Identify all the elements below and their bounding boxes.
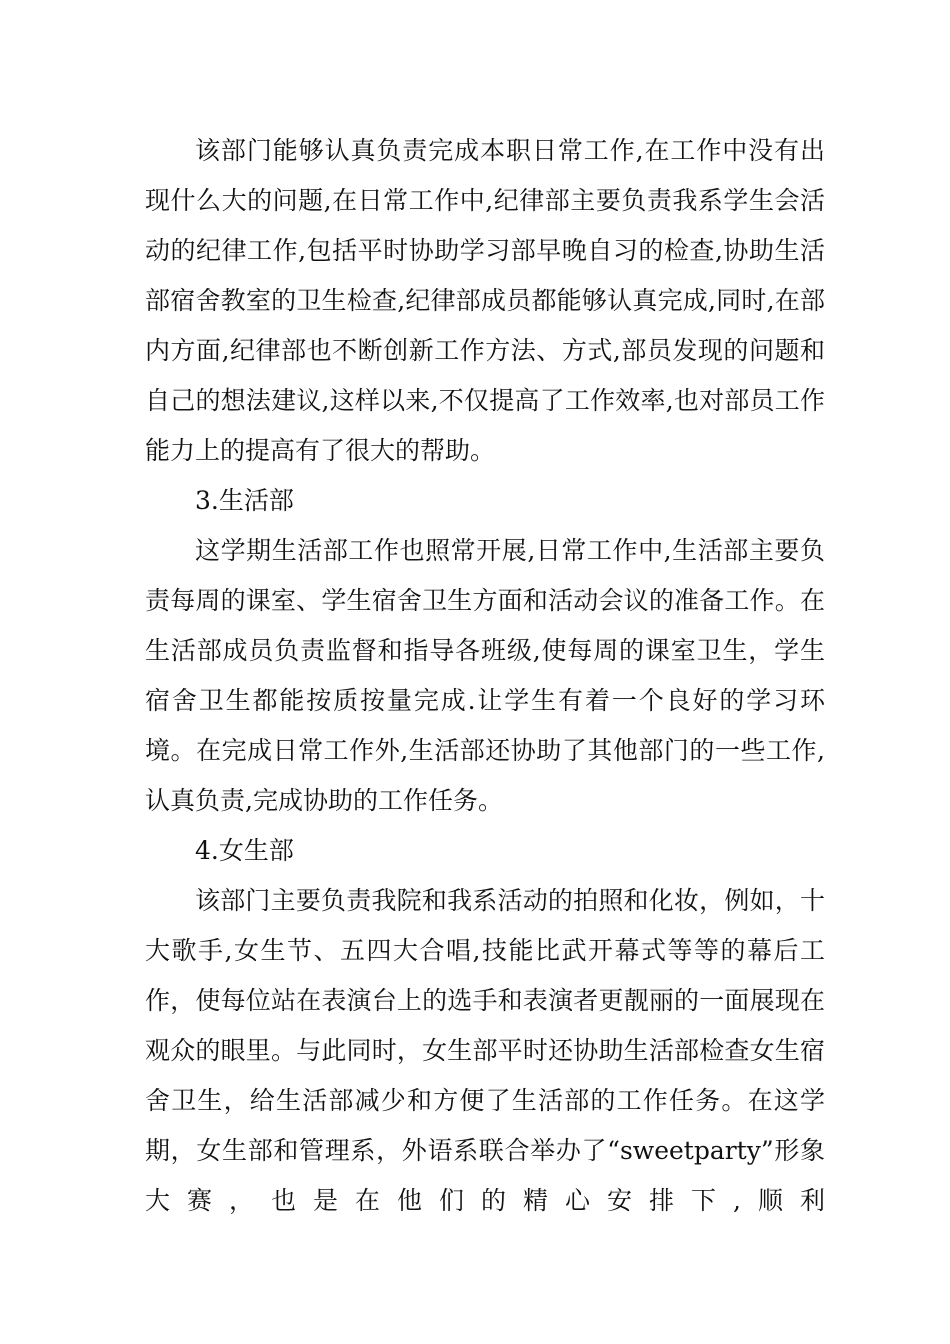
section-heading-life-dept: 3.生活部 xyxy=(195,486,294,515)
paragraph-life-dept: 这学期生活部工作也照常开展,日常工作中,生活部主要负责每周的课室、学生宿舍卫生方面和活动会议的准备工作。在生活部成员负责监督和指导各班级,使每周的课室卫生，学生宿舍卫生都能按质按量完成.让学生有着一个良好的学习环境。在完成日常工作外,生活部还协助了其他部门的一些工作,认真负责,完成协助的工作任务。 xyxy=(145,536,825,815)
section-heading-girls-dept: 4.女生部 xyxy=(195,836,294,865)
paragraph-discipline-dept: 该部门能够认真负责完成本职日常工作,在工作中没有出现什么大的问题,在日常工作中,纪律部主要负责我系学生会活动的纪律工作,包括平时协助学习部早晚自习的检查,协助生活部宿舍教室的卫生检查,纪律部成员都能够认真完成,同时,在部内方面,纪律部也不断创新工作方法、方式,部员发现的问题和自己的想法建议,这样以来,不仅提高了工作效率,也对部员工作能力上的提高有了很大的帮助。 xyxy=(145,136,825,465)
paragraph-girls-dept: 该部门主要负责我院和我系活动的拍照和化妆，例如，十大歌手,女生节、五四大合唱,技能比武开幕式等等的幕后工作，使每位站在表演台上的选手和表演者更靓丽的一面展现在观众的眼里。与此同时，女生部平时还协助生活部检查女生宿舍卫生，给生活部减少和方便了生活部的工作任务。在这学期，女生部和管理系，外语系联合举办了“sweetparty”形象大赛，也是在他们的精心安排下,顺利 xyxy=(145,886,825,1215)
document-body xyxy=(145,126,825,1226)
